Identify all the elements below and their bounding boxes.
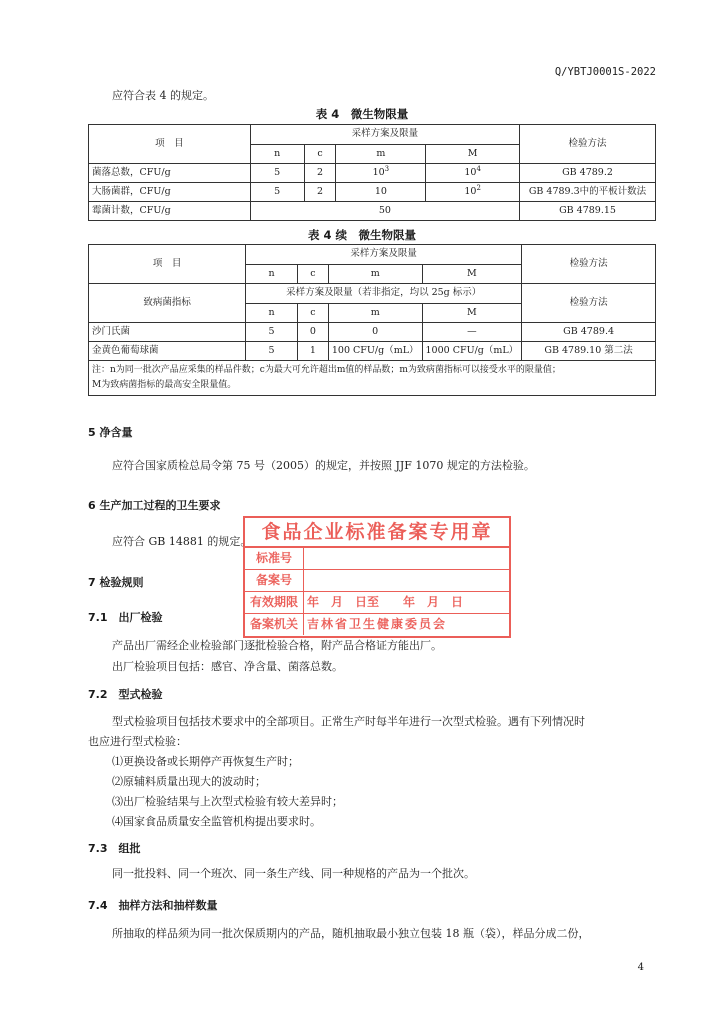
stamp-std-label: 标准号	[245, 548, 304, 569]
section-5-text: 应符合国家质检总局令第 75 号（2005）的规定，并按照 JJF 1070 规定的方法检验。	[112, 459, 535, 472]
list-item: ⑵原辅料质量出现大的波动时；	[112, 775, 266, 788]
table-row: 金黄色葡萄球菌 5 1 100 CFU/g（mL） 1000 CFU/g（mL） GB 4789.10 第二法	[89, 342, 656, 361]
table-row: 霉菌计数，CFU/g 50 GB 4789.15	[89, 202, 656, 221]
section-7-3-title: 7.3 组批	[88, 842, 141, 855]
section-7-1-text1: 产品出厂需经企业检验部门逐批检验合格，附产品合格证方能出厂。	[112, 639, 442, 652]
section-5-title: 5 净含量	[88, 426, 133, 439]
section-7-3-text: 同一批投料、同一个班次、同一条生产线、同一种规格的产品为一个批次。	[112, 867, 475, 880]
section-7-1-title: 7.1 出厂检验	[88, 611, 163, 624]
section-7-2-text2: 也应进行型式检验：	[88, 735, 187, 748]
pathogen-label: 致病菌指标	[89, 284, 246, 323]
list-item: ⑴更换设备或长期停产再恢复生产时；	[112, 755, 299, 768]
stamp-valid-label: 有效期限	[245, 592, 304, 613]
pathogen-table: 项 目 采样方案及限量 检验方法 n c m M 致病菌指标 采样方案及限量（若非指定，均以 25g 标示） 检验方法 n c m M 沙门氏菌 5 0 0 — GB 4789.4 金黄色葡萄球菌 5 1 100 CFU/g（mL） 1000 CFU/g（mL） GB 4789.10 第二法 注：n为同一批次产品应采集的样品件数；c为最大可允许超出m值的样品数；m为致病菌指标可以接受水平的限量值； M为致病菌指标的最高安全限量值。	[88, 244, 656, 396]
microbe-limit-table	[88, 124, 656, 221]
section-7-title: 7 检验规则	[88, 576, 144, 589]
list-item: ⑷国家食品质量安全监管机构提出要求时。	[112, 815, 321, 828]
stamp-title: 食品企业标准备案专用章	[245, 518, 509, 548]
sub-m: m	[336, 144, 426, 164]
list-item: ⑶出厂检验结果与上次型式检验有较大差异时；	[112, 795, 343, 808]
col-item: 项 目	[89, 125, 251, 164]
sub-c: c	[304, 144, 336, 164]
stamp-org-label: 备案机关	[245, 614, 304, 635]
section-7-2-text1: 型式检验项目包括技术要求中的全部项目。正常生产时每半年进行一次型式检验。遇有下列情况时	[112, 715, 585, 728]
section-7-1-text2: 出厂检验项目包括：感官、净含量、菌落总数。	[112, 660, 343, 673]
intro-text: 应符合表 4 的规定。	[112, 89, 214, 102]
filing-stamp	[243, 516, 511, 638]
page-number: 4	[637, 962, 644, 973]
table-row: 沙门氏菌 5 0 0 — GB 4789.4	[89, 323, 656, 342]
table1-caption: 表 4 微生物限量	[315, 107, 409, 121]
col-method: 检验方法	[520, 125, 656, 164]
section-7-4-text: 所抽取的样品须为同一批次保质期内的产品，随机抽取最小独立包装 18 瓶（袋），样品分成二份，	[112, 927, 590, 940]
table-row: 菌落总数，CFU/g 5 2 $10^3$ $10^4$ GB 4789.2	[89, 164, 656, 183]
section-6-text: 应符合 GB 14881 的规定。	[112, 535, 252, 548]
stamp-valid-value: 年 月 日至 年 月 日	[307, 595, 464, 609]
document-code: Q/YBTJ0001S-2022	[554, 66, 656, 78]
table-note: 注：n为同一批次产品应采集的样品件数；c为最大可允许超出m值的样品数；m为致病菌指标可以接受水平的限量值； M为致病菌指标的最高安全限量值。	[89, 361, 656, 396]
sub-M: M	[426, 144, 520, 164]
section-6-title: 6 生产加工过程的卫生要求	[88, 499, 221, 512]
section-7-2-title: 7.2 型式检验	[88, 688, 163, 701]
stamp-org-value: 吉林省卫生健康委员会	[307, 617, 448, 631]
table-row: 大肠菌群，CFU/g 5 2 10 $10^2$ GB 4789.3中的平板计数法	[89, 183, 656, 202]
stamp-rec-label: 备案号	[245, 570, 304, 591]
sub-n: n	[250, 144, 304, 164]
section-7-4-title: 7.4 抽样方法和抽样数量	[88, 899, 218, 912]
col-plan: 采样方案及限量	[250, 125, 519, 145]
table2-caption: 表 4 续 微生物限量	[307, 228, 416, 242]
